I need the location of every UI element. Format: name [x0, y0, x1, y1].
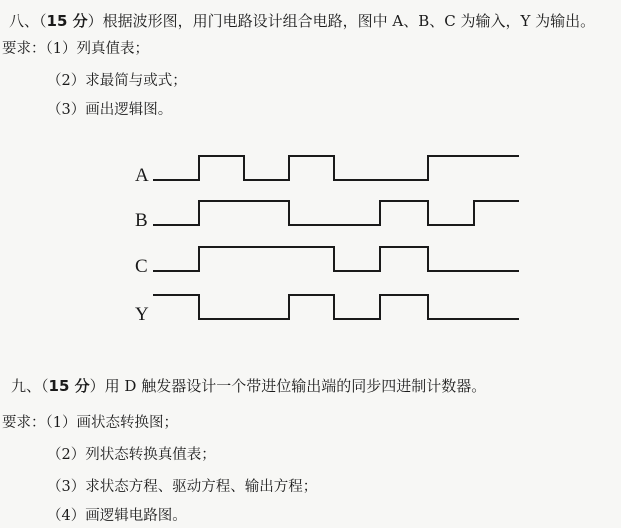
question-9-prefix: 九、（: [11, 377, 49, 395]
signal-label-y: Y: [135, 304, 149, 325]
question-8-text: ）根据波形图，用门电路设计组合电路，图中 A、B、C 为输入，Y 为输出。: [87, 12, 596, 30]
question-8-requirement-3: （3）画出逻辑图。: [47, 102, 173, 118]
question-8-score: 15 分: [46, 12, 88, 30]
question-9-requirement-4: （4）画逻辑电路图。: [47, 508, 187, 524]
question-9-title: [11, 377, 486, 395]
waveform-b: [153, 201, 519, 225]
question-9-requirement-2: （2）列状态转换真值表；: [47, 447, 216, 463]
signal-label-c: C: [135, 256, 148, 277]
question-9-score: 15 分: [48, 377, 90, 395]
waveform-y: [153, 295, 519, 319]
requirement-label: 要求：: [2, 415, 46, 431]
signal-label-b: B: [135, 210, 148, 231]
waveform-c: [153, 247, 519, 271]
question-9-text: ）用 D 触发器设计一个带进位输出端的同步四进制计数器。: [89, 377, 487, 395]
waveform-a: [153, 156, 519, 180]
signal-label-a: A: [135, 165, 149, 186]
question-9-requirement-3: （3）求状态方程、驱动方程、输出方程；: [47, 479, 318, 495]
requirement-text: （1）列真值表；: [45, 41, 149, 57]
question-8-requirement-2: （2）求最简与或式；: [47, 73, 187, 89]
question-9-requirement-1: [2, 414, 178, 432]
requirement-label: 要求：: [2, 41, 46, 57]
requirement-text: （1）画状态转换图；: [45, 415, 178, 431]
question-8-prefix: 八、（: [9, 12, 47, 30]
